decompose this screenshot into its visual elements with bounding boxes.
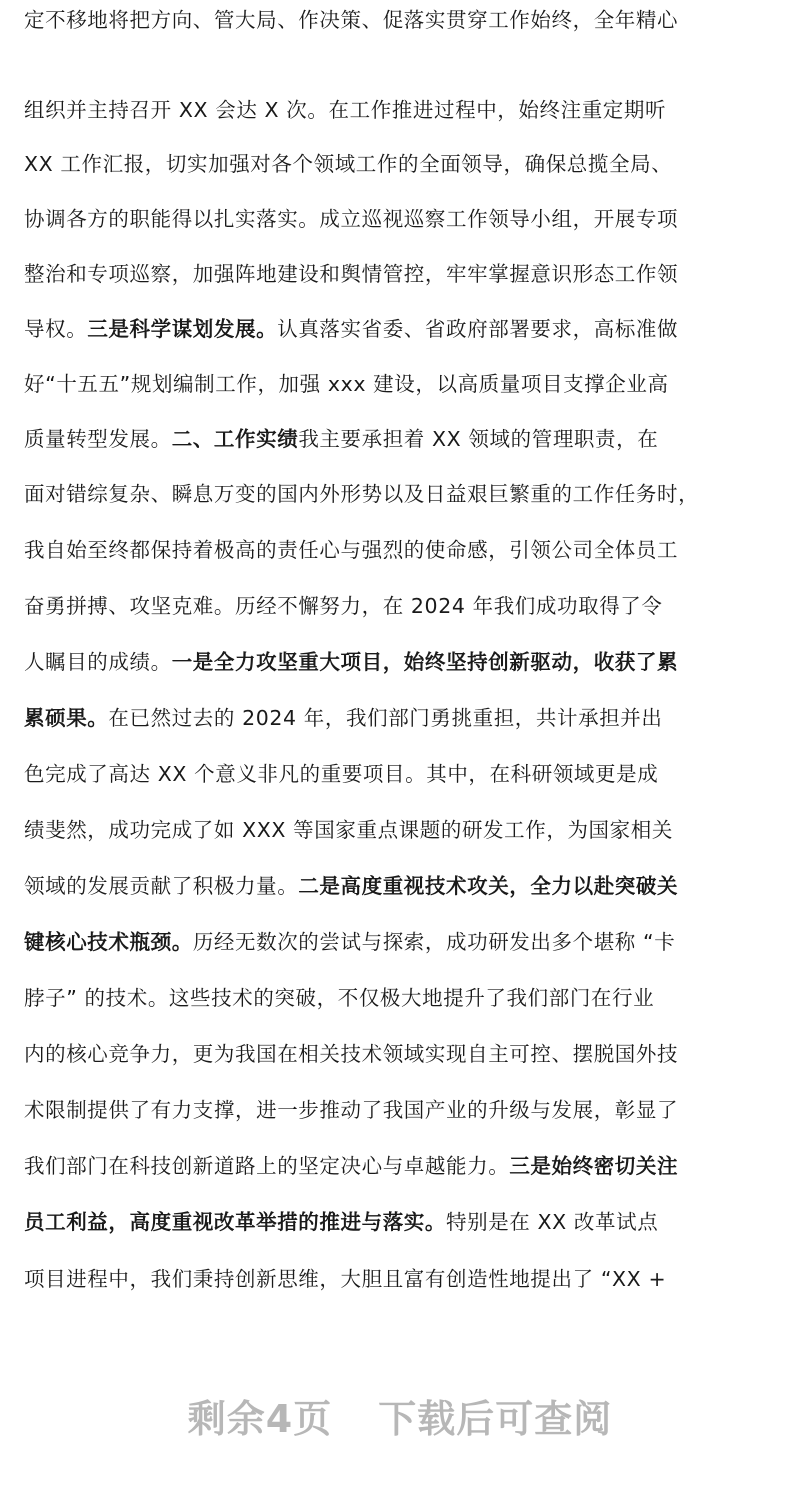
text-line xyxy=(24,536,784,564)
bold-text-segment: 二、工作实绩 xyxy=(171,427,299,451)
text-segment: 内的核心竞争力，更为我国在相关技术领域实现自主可控、摆脱国外技 xyxy=(24,1042,679,1066)
text-line xyxy=(24,816,784,844)
text-segment: 人瞩目的成绩。 xyxy=(24,650,172,674)
text-segment: 认真落实省委、省政府部署要求，高标准做 xyxy=(277,317,679,341)
bold-text-segment: 键核心技术瓶颈。 xyxy=(24,930,193,954)
text-line xyxy=(24,315,784,343)
text-line xyxy=(24,1096,784,1124)
bold-text-segment: 二是高度重视技术攻关，全力以赴突破关 xyxy=(298,874,679,898)
bold-text-segment: 三是科学谋划发展。 xyxy=(87,317,278,341)
text-segment: 我主要承担着 XX 领域的管理职责，在 xyxy=(298,427,659,451)
text-segment: XX 工作汇报，切实加强对各个领域工作的全面领导，确保总揽全局、 xyxy=(24,152,673,176)
text-line xyxy=(24,760,784,788)
text-line xyxy=(24,150,784,178)
text-segment: 历经无数次的尝试与探索，成功研发出多个堪称 “卡 xyxy=(192,930,676,954)
text-segment: 脖子” 的技术。这些技术的突破，不仅极大地提升了我们部门在行业 xyxy=(24,986,655,1010)
text-segment: 我自始至终都保持着极高的责任心与强烈的使命感，引领公司全体员工 xyxy=(24,538,679,562)
bold-text-segment: 累硕果。 xyxy=(24,706,109,730)
text-segment: 术限制提供了有力支撑，进一步推动了我国产业的升级与发展，彰显了 xyxy=(24,1098,679,1122)
text-segment: 定不移地将把方向、管大局、作决策、促落实贯穿工作始终，全年精心 xyxy=(24,8,679,32)
text-segment: 质量转型发展。 xyxy=(24,427,172,451)
text-line xyxy=(24,928,784,956)
text-line xyxy=(24,1265,784,1293)
text-line xyxy=(24,480,784,508)
text-line xyxy=(24,96,784,124)
text-line xyxy=(24,1208,784,1236)
text-segment: 组织并主持召开 XX 会达 X 次。在工作推进过程中，始终注重定期听 xyxy=(24,98,667,122)
text-line xyxy=(24,872,784,900)
text-segment: 领域的发展贡献了积极力量。 xyxy=(24,874,299,898)
text-line xyxy=(24,648,784,676)
text-line xyxy=(24,425,784,453)
text-segment: 色完成了高达 XX 个意义非凡的重要项目。其中，在科研领域更是成 xyxy=(24,762,659,786)
text-line xyxy=(24,984,784,1012)
text-segment: 导权。 xyxy=(24,317,88,341)
download-banner[interactable] xyxy=(0,1388,800,1444)
text-line xyxy=(24,6,784,34)
text-segment: 特别是在 XX 改革试点 xyxy=(446,1210,659,1234)
text-line xyxy=(24,704,784,732)
bold-text-segment: 一是全力攻坚重大项目，始终坚持创新驱动，收获了累 xyxy=(171,650,679,674)
bold-text-segment: 员工利益，高度重视改革举措的推进与落实。 xyxy=(24,1210,446,1234)
text-line xyxy=(24,260,784,288)
text-line xyxy=(24,1152,784,1180)
text-line xyxy=(24,205,784,233)
text-segment: 在已然过去的 2024 年，我们部门勇挑重担，共计承担并出 xyxy=(108,706,663,730)
text-segment: 协调各方的职能得以扎实落实。成立巡视巡察工作领导小组，开展专项 xyxy=(24,207,679,231)
text-segment: 奋勇拼搏、攻坚克难。历经不懈努力，在 2024 年我们成功取得了令 xyxy=(24,594,663,618)
remaining-pages-label: 剩余4页 xyxy=(187,1397,333,1441)
text-line xyxy=(24,592,784,620)
text-line xyxy=(24,370,784,398)
download-to-view-label: 下载后可查阅 xyxy=(378,1397,613,1441)
text-segment: 整治和专项巡察，加强阵地建设和舆情管控，牢牢掌握意识形态工作领 xyxy=(24,262,679,286)
text-segment: 好“十五五”规划编制工作，加强 xxx 建设，以高质量项目支撑企业高 xyxy=(24,372,669,396)
bold-text-segment: 三是始终密切关注 xyxy=(509,1154,679,1178)
text-segment: 面对错综复杂、瞬息万变的国内外形势以及日益艰巨繁重的工作任务时， xyxy=(24,482,700,506)
text-line xyxy=(24,1040,784,1068)
text-segment: 绩斐然，成功完成了如 XXX 等国家重点课题的研发工作，为国家相关 xyxy=(24,818,673,842)
text-segment: 项目进程中，我们秉持创新思维，大胆且富有创造性地提出了 “XX + xyxy=(24,1267,667,1291)
text-segment: 我们部门在科技创新道路上的坚定决心与卓越能力。 xyxy=(24,1154,510,1178)
